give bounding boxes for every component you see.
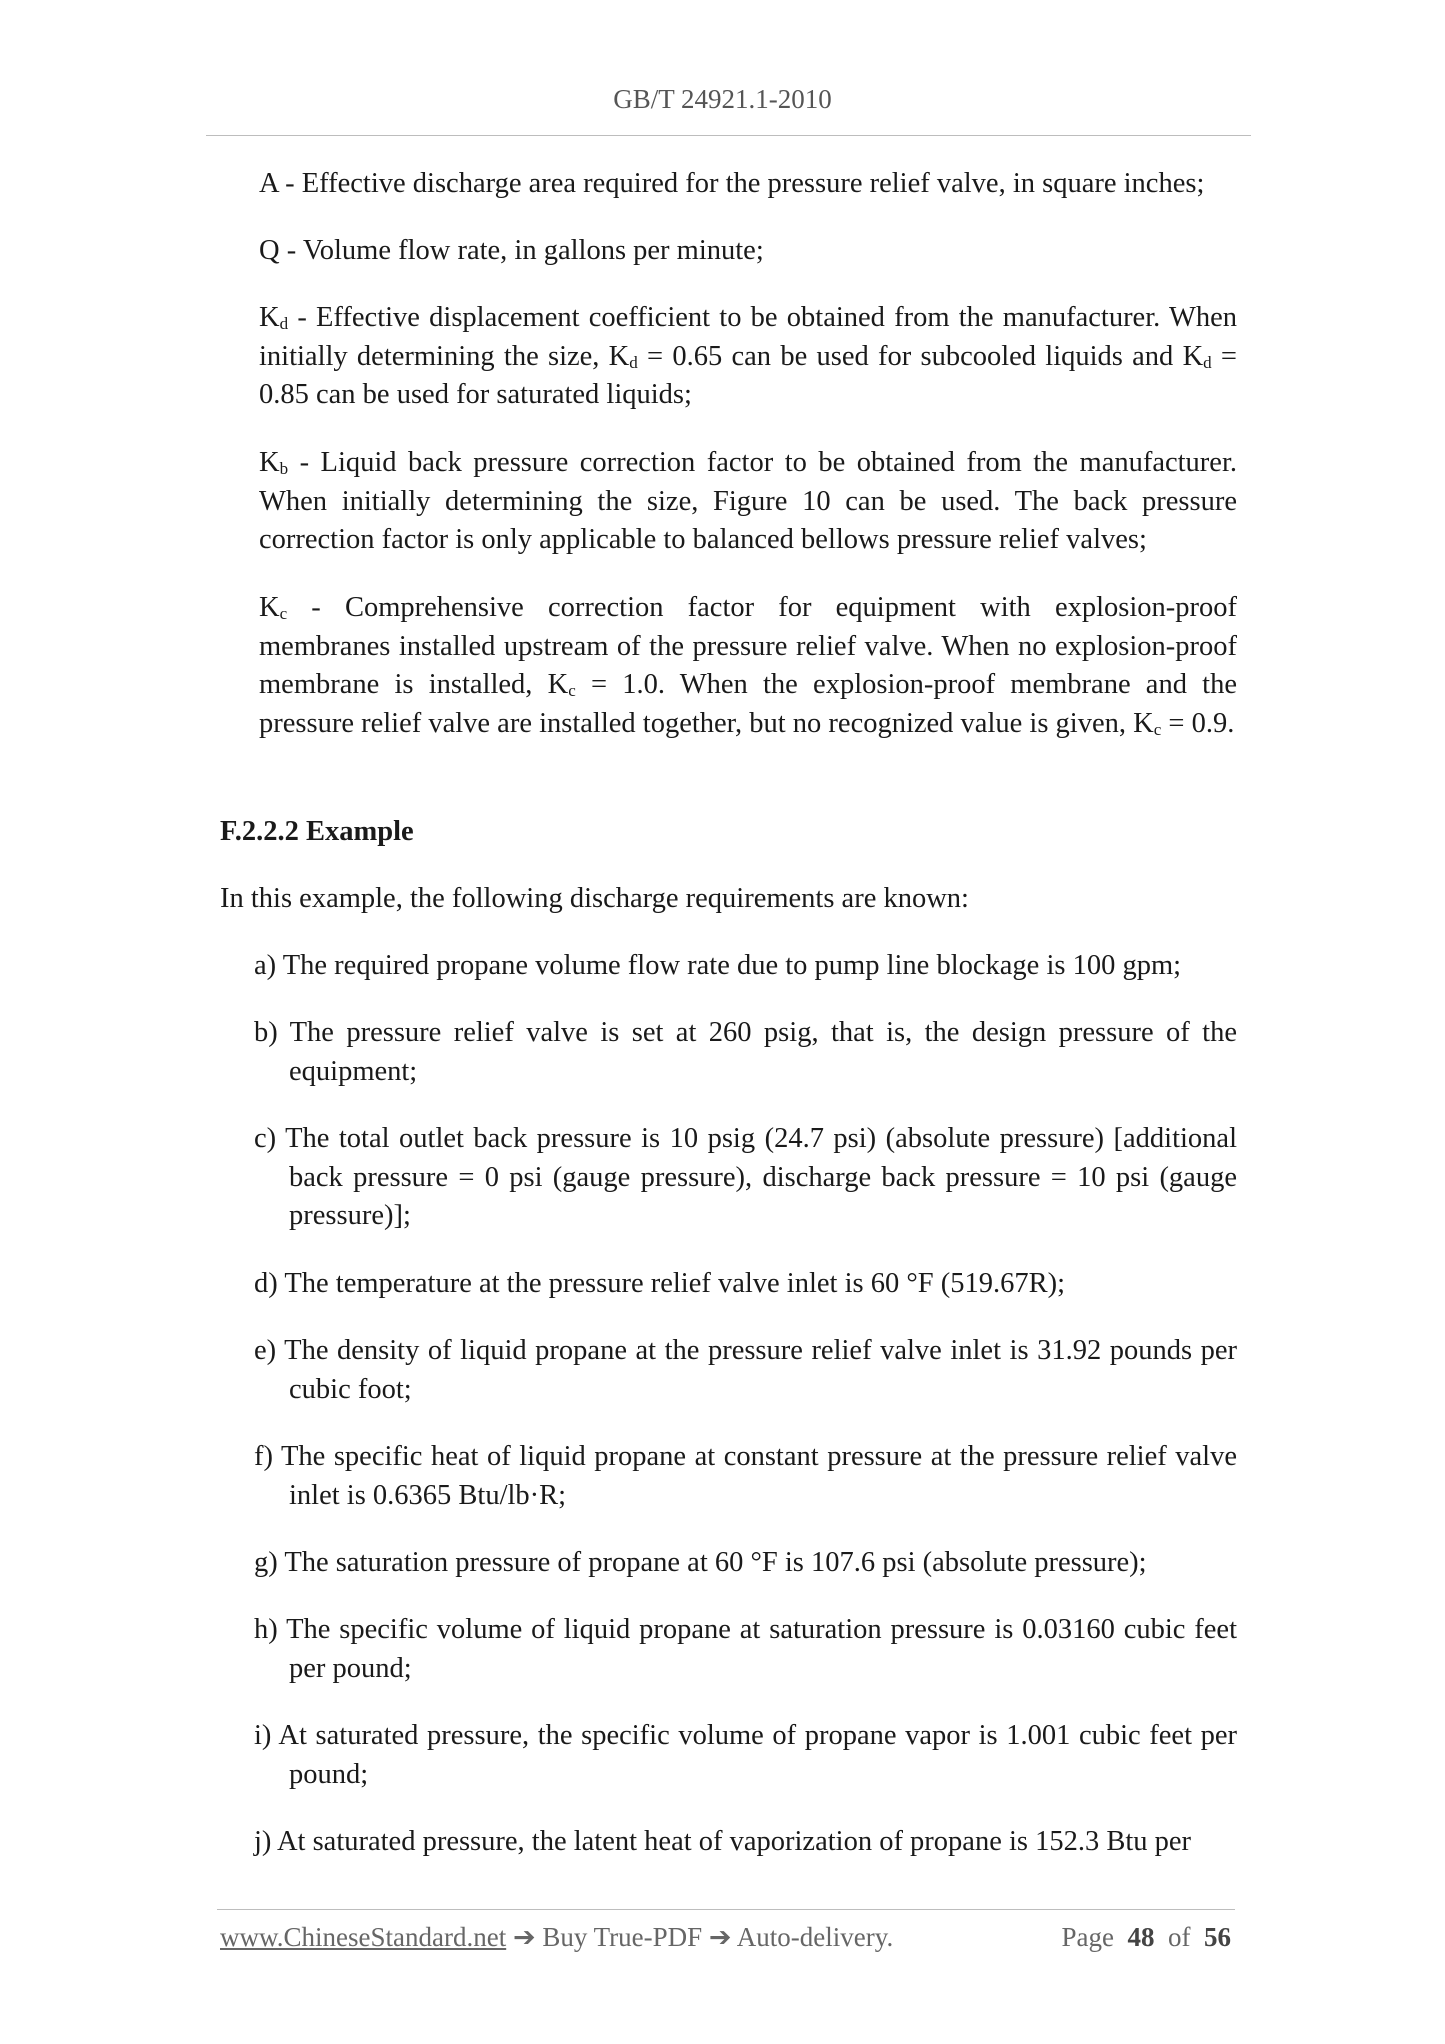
arrow-icon: ➔ — [708, 1922, 732, 1952]
definition-symbol: K — [259, 592, 280, 623]
definition-q — [259, 232, 1237, 271]
list-item: f) The specific heat of liquid propane at constant pressure at the pressure relief valve inlet is 0.6365 Btu/lb·R; — [254, 1441, 1237, 1511]
definition-kd — [259, 299, 1237, 415]
definition-subscript: c — [568, 681, 576, 700]
definition-subscript: c — [279, 604, 288, 623]
page-label: Page — [1061, 1922, 1114, 1952]
page-number — [1062, 1922, 1231, 1953]
definition-subscript: c — [1153, 719, 1162, 739]
definition-text: - Volume flow rate, in gallons per minute; — [279, 235, 764, 266]
buy-text: Buy True-PDF — [535, 1922, 709, 1952]
list-item: i) At saturated pressure, the specific volume of propane vapor is 1.001 cubic feet per pound; — [254, 1720, 1237, 1790]
section-heading: F.2.2.2 Example — [220, 816, 414, 847]
total-pages: 56 — [1204, 1922, 1231, 1952]
list-item: c) The total outlet back pressure is 10 psig (24.7 psi) (absolute pressure) [additional back pressure = 0 psi (gauge pressure), discharge back pressure = 10 psi (gauge pressure)]; — [254, 1123, 1237, 1231]
definition-text: = 0.65 can be used for subcooled liquids and K — [637, 340, 1204, 372]
header-divider — [206, 135, 1251, 136]
list-item: j) At saturated pressure, the latent heat of vaporization of propane is 152.3 Btu per — [254, 1826, 1192, 1857]
arrow-icon: ➔ — [512, 1922, 536, 1952]
list-item: d) The temperature at the pressure relief valve inlet is 60 °F (519.67R); — [254, 1268, 1065, 1299]
list-item: a) The required propane volume flow rate due to pump line blockage is 100 gpm; — [254, 950, 1182, 981]
definition-text: = 0.9. — [1161, 707, 1235, 739]
definition-subscript: d — [1203, 352, 1212, 372]
section-intro: In this example, the following discharge requirements are known: — [220, 883, 969, 914]
definition-text: - Liquid back pressure correction factor to be obtained from the manufacturer. When initially determining the size, Figure 10 can be used. The back pressure correction factor is only applicable to balanced bellows pressure relief valves; — [259, 447, 1237, 555]
definition-kc — [259, 589, 1237, 743]
list-item: g) The saturation pressure of propane at 60 °F is 107.6 psi (absolute pressure); — [254, 1547, 1147, 1578]
current-page: 48 — [1127, 1922, 1155, 1952]
definition-symbol: A — [259, 168, 279, 199]
definition-text: - Effective discharge area required for the pressure relief valve, in square inches; — [278, 168, 1205, 199]
definition-subscript: b — [279, 459, 289, 478]
definition-subscript: d — [629, 352, 638, 372]
definition-text: - Effective displacement coefficient to be obtained from the manufacturer. When initially determining the size, K — [259, 302, 1237, 372]
definition-text: - Comprehensive correction factor for equipment with explosion-proof membranes installed upstream of the pressure relief valve. When no explosion-proof membrane is installed, K — [259, 592, 1237, 700]
page-footer — [220, 1922, 1231, 1953]
definition-a — [259, 165, 1237, 204]
footer-divider — [217, 1909, 1235, 1910]
definition-text: = 0.85 can be used for saturated liquids; — [259, 340, 1237, 410]
website-link[interactable]: www.ChineseStandard.net — [220, 1922, 507, 1952]
definition-kb — [259, 444, 1237, 560]
page-header: GB/T 24921.1-2010 — [613, 84, 832, 114]
definition-symbol: Q — [259, 235, 280, 266]
list-item: e) The density of liquid propane at the pressure relief valve inlet is 31.92 pounds per cubic foot; — [254, 1335, 1237, 1405]
delivery-text: Auto-delivery. — [731, 1922, 894, 1952]
definition-text: = 1.0. When the explosion-proof membrane and the pressure relief valve are installed together, but no recognized value is given, K — [259, 669, 1237, 739]
definition-symbol: K — [259, 447, 280, 478]
list-item: b) The pressure relief valve is set at 260 psig, that is, the design pressure of the equipment; — [254, 1017, 1237, 1087]
definition-symbol: K — [259, 302, 280, 333]
definition-subscript: d — [279, 314, 289, 333]
of-label: of — [1168, 1922, 1191, 1952]
list-item: h) The specific volume of liquid propane at saturation pressure is 0.03160 cubic feet per pound; — [254, 1614, 1237, 1684]
